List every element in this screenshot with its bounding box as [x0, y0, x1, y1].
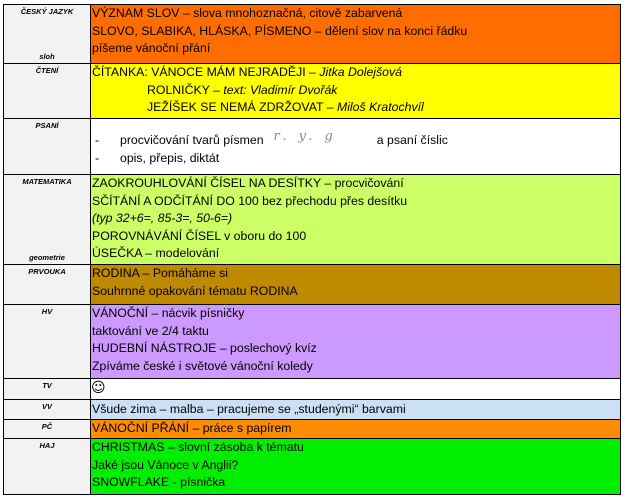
content-line: SNOWFLAKE - písnička — [92, 475, 226, 490]
content-line: VÝZNAM SLOV – slova mnohoznačná, citově zabarvená — [92, 6, 403, 20]
subject-subtitle: geometrie — [29, 253, 65, 262]
content-line: SLOVO, SLABIKA, HLÁSKA, PÍSMENO – dělení slov na konci řádku — [92, 23, 468, 38]
row-cesky-jazyk — [4, 5, 621, 64]
subject-name: ČTENÍ — [35, 66, 59, 75]
content-line — [91, 150, 620, 168]
row-haj — [4, 439, 621, 495]
content-line: Zpíváme české i světové vánoční koledy — [92, 358, 313, 373]
content-line: VÁNOČNÍ – nácvik písničky — [92, 306, 245, 320]
subject-cell — [4, 64, 91, 119]
content-line — [91, 64, 620, 82]
subject-name: PČ — [41, 422, 53, 431]
smiley-icon: ☺ — [91, 380, 106, 396]
line-text: a psaní číslic — [376, 133, 448, 147]
subject-cell — [4, 439, 91, 495]
content-psani — [91, 119, 621, 175]
content-prvouka — [91, 265, 621, 305]
line-text: opis, přepis, diktát — [120, 150, 220, 165]
subject-cell — [4, 119, 91, 175]
content-line: HUDEBNÍ NÁSTROJE – poslechový kvíz — [92, 341, 317, 356]
content-line: VÁNOČNÍ PŘÁNÍ – práce s papírem — [92, 421, 292, 435]
subject-subtitle: sloh — [39, 52, 55, 61]
subject-name: ČESKÝ JAZYK — [20, 7, 74, 16]
content-tv — [91, 379, 621, 400]
subject-name: PRVOUKA — [28, 267, 66, 276]
content-line: ÚSEČKA – modelování — [92, 246, 220, 261]
row-prvouka — [4, 265, 621, 305]
content-pc — [91, 420, 621, 439]
weekly-plan-table — [3, 4, 621, 495]
content-line: CHRISTMAS – slovní zásoba k tématu — [92, 440, 304, 454]
example-text: (typ 32+6=, 85-3=, 50-6=) — [92, 211, 233, 226]
subject-cell — [4, 400, 91, 420]
book-title: ČÍTANKA: VÁNOCE MÁM NEJRADĚJI – — [92, 65, 320, 79]
content-line: Souhrnné opakování tématu RODINA — [92, 283, 298, 298]
content-line: Všude zima – malba – pracujeme se „studenými“ barvami — [92, 402, 406, 416]
row-pc — [4, 420, 621, 439]
author: Jitka Dolejšová — [319, 65, 403, 79]
subject-cell — [4, 379, 91, 400]
subject-cell — [4, 5, 91, 64]
subject-cell — [4, 420, 91, 439]
content-line — [91, 210, 620, 228]
subject-name: HAJ — [39, 441, 55, 450]
subject-cell — [4, 265, 91, 305]
content-line: RODINA – Pomáháme si — [92, 266, 228, 280]
bullet-dash: - — [95, 133, 100, 147]
bullet-dash: - — [95, 150, 100, 165]
content-haj — [91, 439, 621, 495]
subject-name: MATEMATIKA — [22, 177, 72, 186]
author: Miloš Kratochvíl — [336, 100, 424, 115]
content-vv — [91, 400, 621, 420]
content-cesky — [91, 5, 621, 64]
row-matematika — [4, 175, 621, 265]
content-line: SČÍTÁNÍ A ODČÍTÁNÍ DO 100 bez přechodu přes desítku — [92, 193, 408, 208]
subject-name: TV — [42, 381, 52, 390]
content-line: ZAOKROUHLOVÁNÍ ČÍSEL NA DESÍTKY – procvičování — [92, 176, 404, 190]
content-hv — [91, 305, 621, 379]
subject-name: HV — [41, 307, 53, 316]
subject-cell — [4, 305, 91, 379]
content-line — [91, 129, 620, 150]
book-title: ROLNIČKY – — [147, 82, 224, 97]
subject-cell — [4, 175, 91, 265]
content-line: Jaké jsou Vánoce v Anglii? — [92, 457, 239, 472]
row-vv — [4, 400, 621, 420]
subject-name: PSANÍ — [35, 121, 59, 130]
content-line: píšeme vánoční přání — [92, 41, 211, 56]
handwriting-sample: r. y. g — [273, 129, 337, 144]
author: text: Vladimír Dvořák — [223, 82, 338, 97]
content-line — [91, 99, 620, 117]
content-cteni — [91, 64, 621, 119]
book-title: JEŽÍŠEK SE NEMÁ ZDRŽOVAT – — [147, 100, 337, 115]
row-tv — [4, 379, 621, 400]
content-matematika — [91, 175, 621, 265]
content-line: POROVNÁVÁNÍ ČÍSEL v oboru do 100 — [92, 228, 307, 243]
content-line: taktování ve 2/4 taktu — [92, 323, 209, 338]
content-line — [91, 82, 620, 100]
row-cteni — [4, 64, 621, 119]
row-hv — [4, 305, 621, 379]
subject-name: VV — [41, 402, 52, 411]
row-psani — [4, 119, 621, 175]
line-text: procvičování tvarů písmen — [120, 133, 264, 147]
